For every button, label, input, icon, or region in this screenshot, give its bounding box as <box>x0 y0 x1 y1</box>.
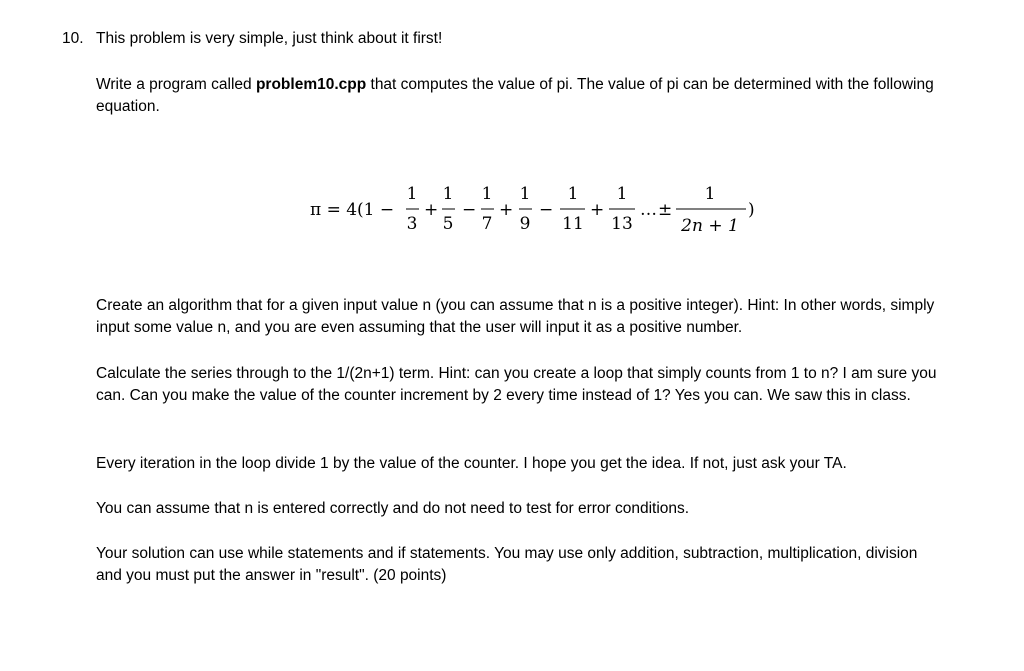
solution-constraints-paragraph: Your solution can use while statements and if statements. You may use only addition, subtraction, multiplication, division and you must put the answer in "result". (20 points) <box>96 545 918 584</box>
operator-sign: + <box>590 200 605 220</box>
equation-lhs: π = 4(1 − <box>310 200 395 220</box>
question-heading <box>62 30 442 48</box>
fraction-denominator: 9 <box>519 214 531 234</box>
fraction-numerator: 1 <box>481 184 493 204</box>
fraction-numerator: 1 <box>519 184 531 204</box>
fraction-denominator: 3 <box>406 214 418 234</box>
iteration-paragraph: Every iteration in the loop divide 1 by the value of the counter. I hope you get the idea. If not, just ask your TA. <box>96 455 847 472</box>
fraction-numerator: 1 <box>616 184 628 204</box>
question-number: 10. <box>62 30 84 47</box>
operator-sign: + <box>424 200 439 220</box>
calculate-series-paragraph: Calculate the series through to the 1/(2n+1) term. Hint: can you create a loop that simply counts from 1 to n? I am sure you can. Can you make the value of the counter increment by 2 every time instead of 1? Yes you can. We saw this in class. <box>96 365 937 404</box>
closing-paren: ) <box>748 200 755 220</box>
fraction-denominator: 5 <box>442 214 454 234</box>
create-algorithm-paragraph: Create an algorithm that for a given input value n (you can assume that n is a positive integer). Hint: In other words, simply input some value n, and you are even assuming that the user will input it as a positive number. <box>96 297 935 336</box>
intro-paragraph <box>96 74 946 118</box>
operator-sign: + <box>499 200 514 220</box>
fraction-numerator: 1 <box>406 184 418 204</box>
ellipsis: … <box>640 200 657 220</box>
fraction-denominator: 11 <box>562 214 584 234</box>
operator-sign: − <box>539 200 554 220</box>
fraction-denominator: 13 <box>611 214 633 234</box>
fraction-numerator: 1 <box>567 184 579 204</box>
pi-series-equation <box>300 172 780 242</box>
assumption-paragraph: You can assume that n is entered correctly and do not need to test for error conditions. <box>96 500 690 517</box>
fraction-denominator: 7 <box>481 214 493 234</box>
program-filename: problem10.cpp <box>255 76 367 93</box>
intro-before: Write a program called <box>96 76 256 93</box>
fraction-numerator: 1 <box>442 184 454 204</box>
operator-sign: − <box>462 200 477 220</box>
question-title: This problem is very simple, just think about it first! <box>96 30 443 47</box>
fraction-denominator: 2n + 1 <box>681 216 739 236</box>
plus-minus-sign: ± <box>658 200 673 220</box>
intro-after: that computes the value of pi. The value of pi can be determined with the following equation. <box>96 76 934 115</box>
fraction-numerator: 1 <box>704 184 716 204</box>
